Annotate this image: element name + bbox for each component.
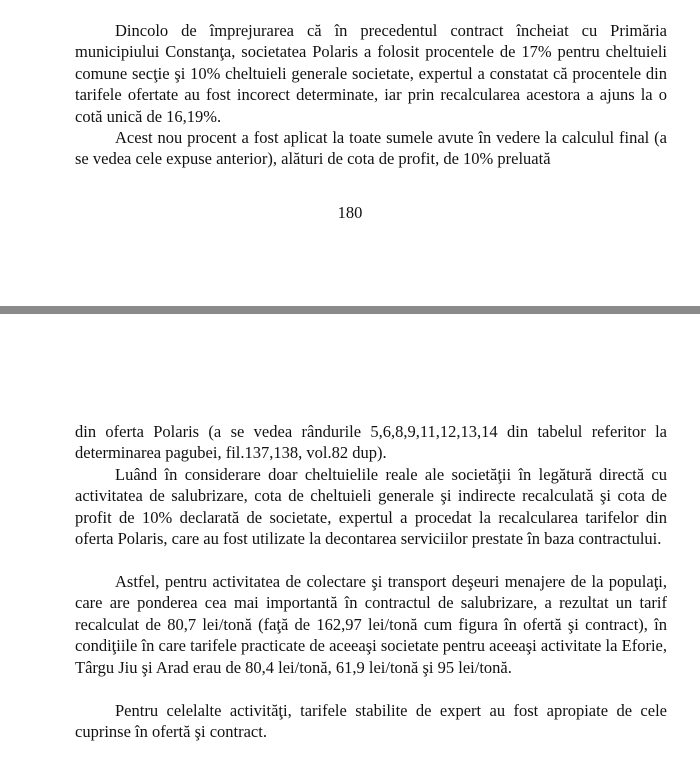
paragraph-polaris-rows — [75, 421, 667, 464]
paragraph-text: Acest nou procent a fost aplicat la toate sumele avute în vedere la calculul final (a se vedea cele expuse anterior), alături de cota de profit, de 10% preluată — [75, 128, 667, 169]
page-number: 180 — [337, 203, 363, 222]
paragraph-text: Dincolo de împrejurarea că în precedentul contract încheiat cu Primăria municipiului Constanţa, societatea Polaris a folosit procentele de 17% pentru cheltuieli comune secţie şi 10% cheltuieli generale societate, expertul a constatat că procentele din tarifele ofertate au fost incorect determinate, iar prin recalcularea acestora a ajuns la o cotă unică de 16,19%. — [75, 21, 667, 126]
paragraph-other-activities — [75, 700, 667, 743]
bottom-page-fragment — [0, 314, 700, 763]
top-page-fragment — [0, 0, 700, 306]
paragraph-text: Luând în considerare doar cheltuielile reale ale societăţii în legătură directă cu activitatea de salubrizare, cota de cheltuieli generale şi indirecte recalculată şi cota de profit de 10% declarată de societate, expertul a procedat la recalcularea tarifelor din oferta Polaris, care au fost utilizate la decontarea serviciilor prestate în baza contractului. — [75, 465, 667, 549]
page-break-divider — [0, 306, 700, 314]
paragraph-text: Astfel, pentru activitatea de colectare şi transport deşeuri menajere de la populaţi, care are ponderea cea mai importantă în contractul de salubrizare, a rezultat un tarif recalculat de 80,7 lei/tonă (faţă de 162,97 lei/tonă cum figura în ofertă şi contract), în condiţiile în care tarifele practicate de aceeaşi societate pentru aceeaşi activitate la Eforie, Târgu Jiu şi Arad erau de 80,4 lei/tonă, 61,9 lei/tonă şi 95 lei/tonă. — [75, 572, 667, 677]
paragraph-text: Pentru celelalte activităţi, tarifele stabilite de expert au fost apropiate de cele cuprinse în ofertă şi contract. — [75, 701, 667, 742]
paragraph-text: din oferta Polaris (a se vedea rândurile 5,6,8,9,11,12,13,14 din tabelul referitor la determinarea pagubei, fil.137,138, vol.82 dup). — [75, 422, 667, 463]
paragraph-collection-tariff — [75, 571, 667, 678]
paragraph-polaris-percentages — [75, 20, 667, 127]
paragraph-new-percentage — [75, 127, 667, 170]
paragraph-real-expenses — [75, 464, 667, 550]
